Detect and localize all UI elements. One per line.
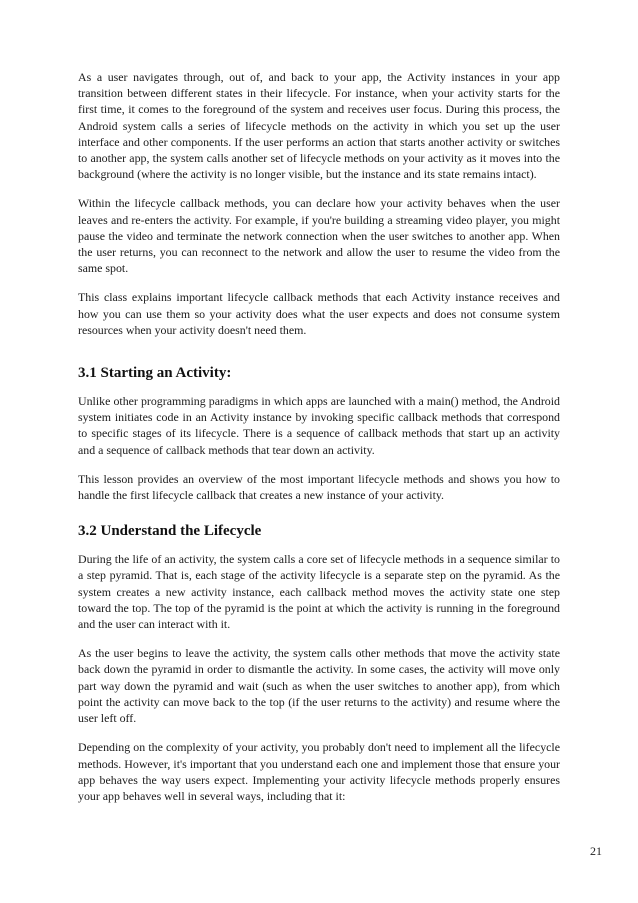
page-number: 21 (590, 844, 602, 858)
section-heading-starting-activity: 3.1 Starting an Activity: (78, 365, 232, 382)
section-1-paragraph-2: This lesson provides an overview of the most important lifecycle methods and shows you how to handle the first lifecycle callback that creates a new instance of your activity. (78, 471, 560, 503)
page-body (78, 69, 560, 817)
section-1-paragraph-1: Unlike other programming paradigms in which apps are launched with a main() method, the Android system initiates code in an Activity instance by invoking specific callback methods that correspond to specific stages of its lifecycle. There is a sequence of callback methods that start up an activity and a sequence of callback methods that tear down an activity. (78, 394, 560, 457)
intro-paragraph-1: As a user navigates through, out of, and back to your app, the Activity instances in your app transition between different states in their lifecycle. For instance, when your activity starts for the first time, it comes to the foreground of the system and receives user focus. During this process, the Android system calls a series of lifecycle methods on the activity in which you set up the user interface and other components. If the user performs an action that starts another activity or switches to another app, the system calls another set of lifecycle methods on your activity as it moves into the background (where the activity is no longer visible, but the instance and its state remains intact). (78, 70, 560, 182)
section-2-paragraph-3: Depending on the complexity of your activity, you probably don't need to implement all the lifecycle methods. However, it's important that you understand each one and implement those that ensure your app behaves the way users expect. Implementing your activity lifecycle methods properly ensures your app behaves well in several ways, including that it: (78, 740, 560, 803)
section-2-paragraph-1: During the life of an activity, the system calls a core set of lifecycle methods in a sequence similar to a step pyramid. That is, each stage of the activity lifecycle is a separate step on the pyramid. As the system creates a new activity instance, each callback method moves the activity state one step toward the top. The top of the pyramid is the point at which the activity is running in the foreground and the user can interact with it. (78, 552, 560, 632)
section-heading-understand-lifecycle: 3.2 Understand the Lifecycle (78, 523, 262, 540)
section-2-paragraph-2: As the user begins to leave the activity, the system calls other methods that move the activity state back down the pyramid in order to dismantle the activity. In some cases, the activity will move only part way down the pyramid and wait (such as when the user switches to another app), from which point the activity can move back to the top (if the user returns to the activity) and resume where the user left off. (78, 646, 560, 726)
intro-paragraph-2: Within the lifecycle callback methods, you can declare how your activity behaves when the user leaves and re-enters the activity. For example, if you're building a streaming video player, you might pause the video and terminate the network connection when the user switches to another app. When the user returns, you can reconnect to the network and allow the user to resume the video from the same spot. (78, 196, 560, 276)
intro-paragraph-3: This class explains important lifecycle callback methods that each Activity instance receives and how you can use them so your activity does what the user expects and does not consume system resources when your activity doesn't need them. (78, 290, 560, 337)
